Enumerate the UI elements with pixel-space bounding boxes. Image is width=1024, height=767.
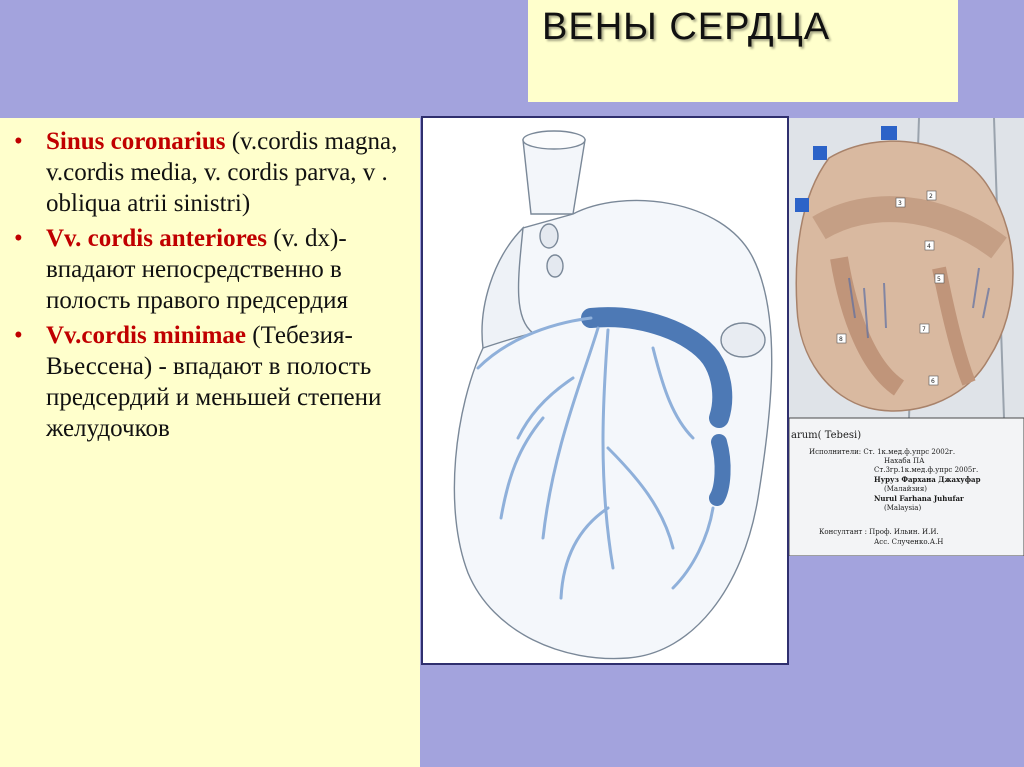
label-line: Nurul Farhana Juhufar bbox=[874, 494, 964, 503]
bullet-term: Sinus coronarius bbox=[46, 128, 226, 155]
bullet-list bbox=[0, 118, 420, 444]
label-line: Исполнители: Ст. 1к.мед.ф.упрс 2002г. bbox=[809, 448, 956, 456]
label-line: Асс. Слученко.А.Н bbox=[874, 538, 944, 546]
specimen-photo-graphic bbox=[789, 118, 1024, 556]
bullet-item bbox=[14, 126, 406, 219]
bullet-dot: • bbox=[14, 322, 23, 349]
text-panel bbox=[0, 118, 420, 767]
bullet-item bbox=[14, 320, 406, 444]
label-line: Консултант : Проф. Ильин. И.И. bbox=[819, 528, 939, 536]
label-line: (Малайзия) bbox=[884, 485, 927, 493]
title-box bbox=[528, 0, 958, 102]
bullet-text: (Тебезия-Вьессена) - впадают в полость предсердий и меньшей степени желудочков bbox=[46, 322, 382, 442]
bullet-item bbox=[14, 223, 406, 316]
tag-number: 5 bbox=[937, 276, 941, 283]
bullet-term: Vv. cordis anteriores bbox=[46, 225, 268, 252]
slide-title: ВЕНЫ СЕРДЦА bbox=[542, 6, 831, 48]
bullet-dot: • bbox=[14, 225, 23, 252]
label-line: Ст.3гр.1к.мед.ф.упрс 2005г. bbox=[874, 466, 979, 474]
label-line: Нахаба ПА bbox=[884, 457, 925, 465]
bullet-text: (v.cordis magna, v.cordis media, v. cordis parva, v . obliqua atrii sinistri) bbox=[46, 128, 398, 217]
tag-number: 2 bbox=[929, 193, 933, 200]
tag-number: 8 bbox=[839, 336, 843, 343]
label-line: Нуруз Фархана Джахуфар bbox=[874, 475, 981, 484]
tag-number: 4 bbox=[927, 243, 931, 250]
label-caption: arum( Tebesi) bbox=[791, 430, 862, 441]
tag-number: 3 bbox=[898, 200, 902, 207]
specimen-photo bbox=[789, 118, 1024, 556]
tag-number: 6 bbox=[931, 378, 935, 385]
tag-number: 7 bbox=[922, 326, 926, 333]
bullet-text: (v. dx)- впадают непосредственно в полость правого предсердия bbox=[46, 225, 348, 314]
bullet-dot: • bbox=[14, 128, 23, 155]
bullet-term: Vv.cordis minimae bbox=[46, 322, 246, 349]
heart-illustration bbox=[423, 118, 787, 663]
label-line: (Malaysia) bbox=[884, 504, 922, 512]
heart-illustration-frame bbox=[421, 116, 789, 665]
